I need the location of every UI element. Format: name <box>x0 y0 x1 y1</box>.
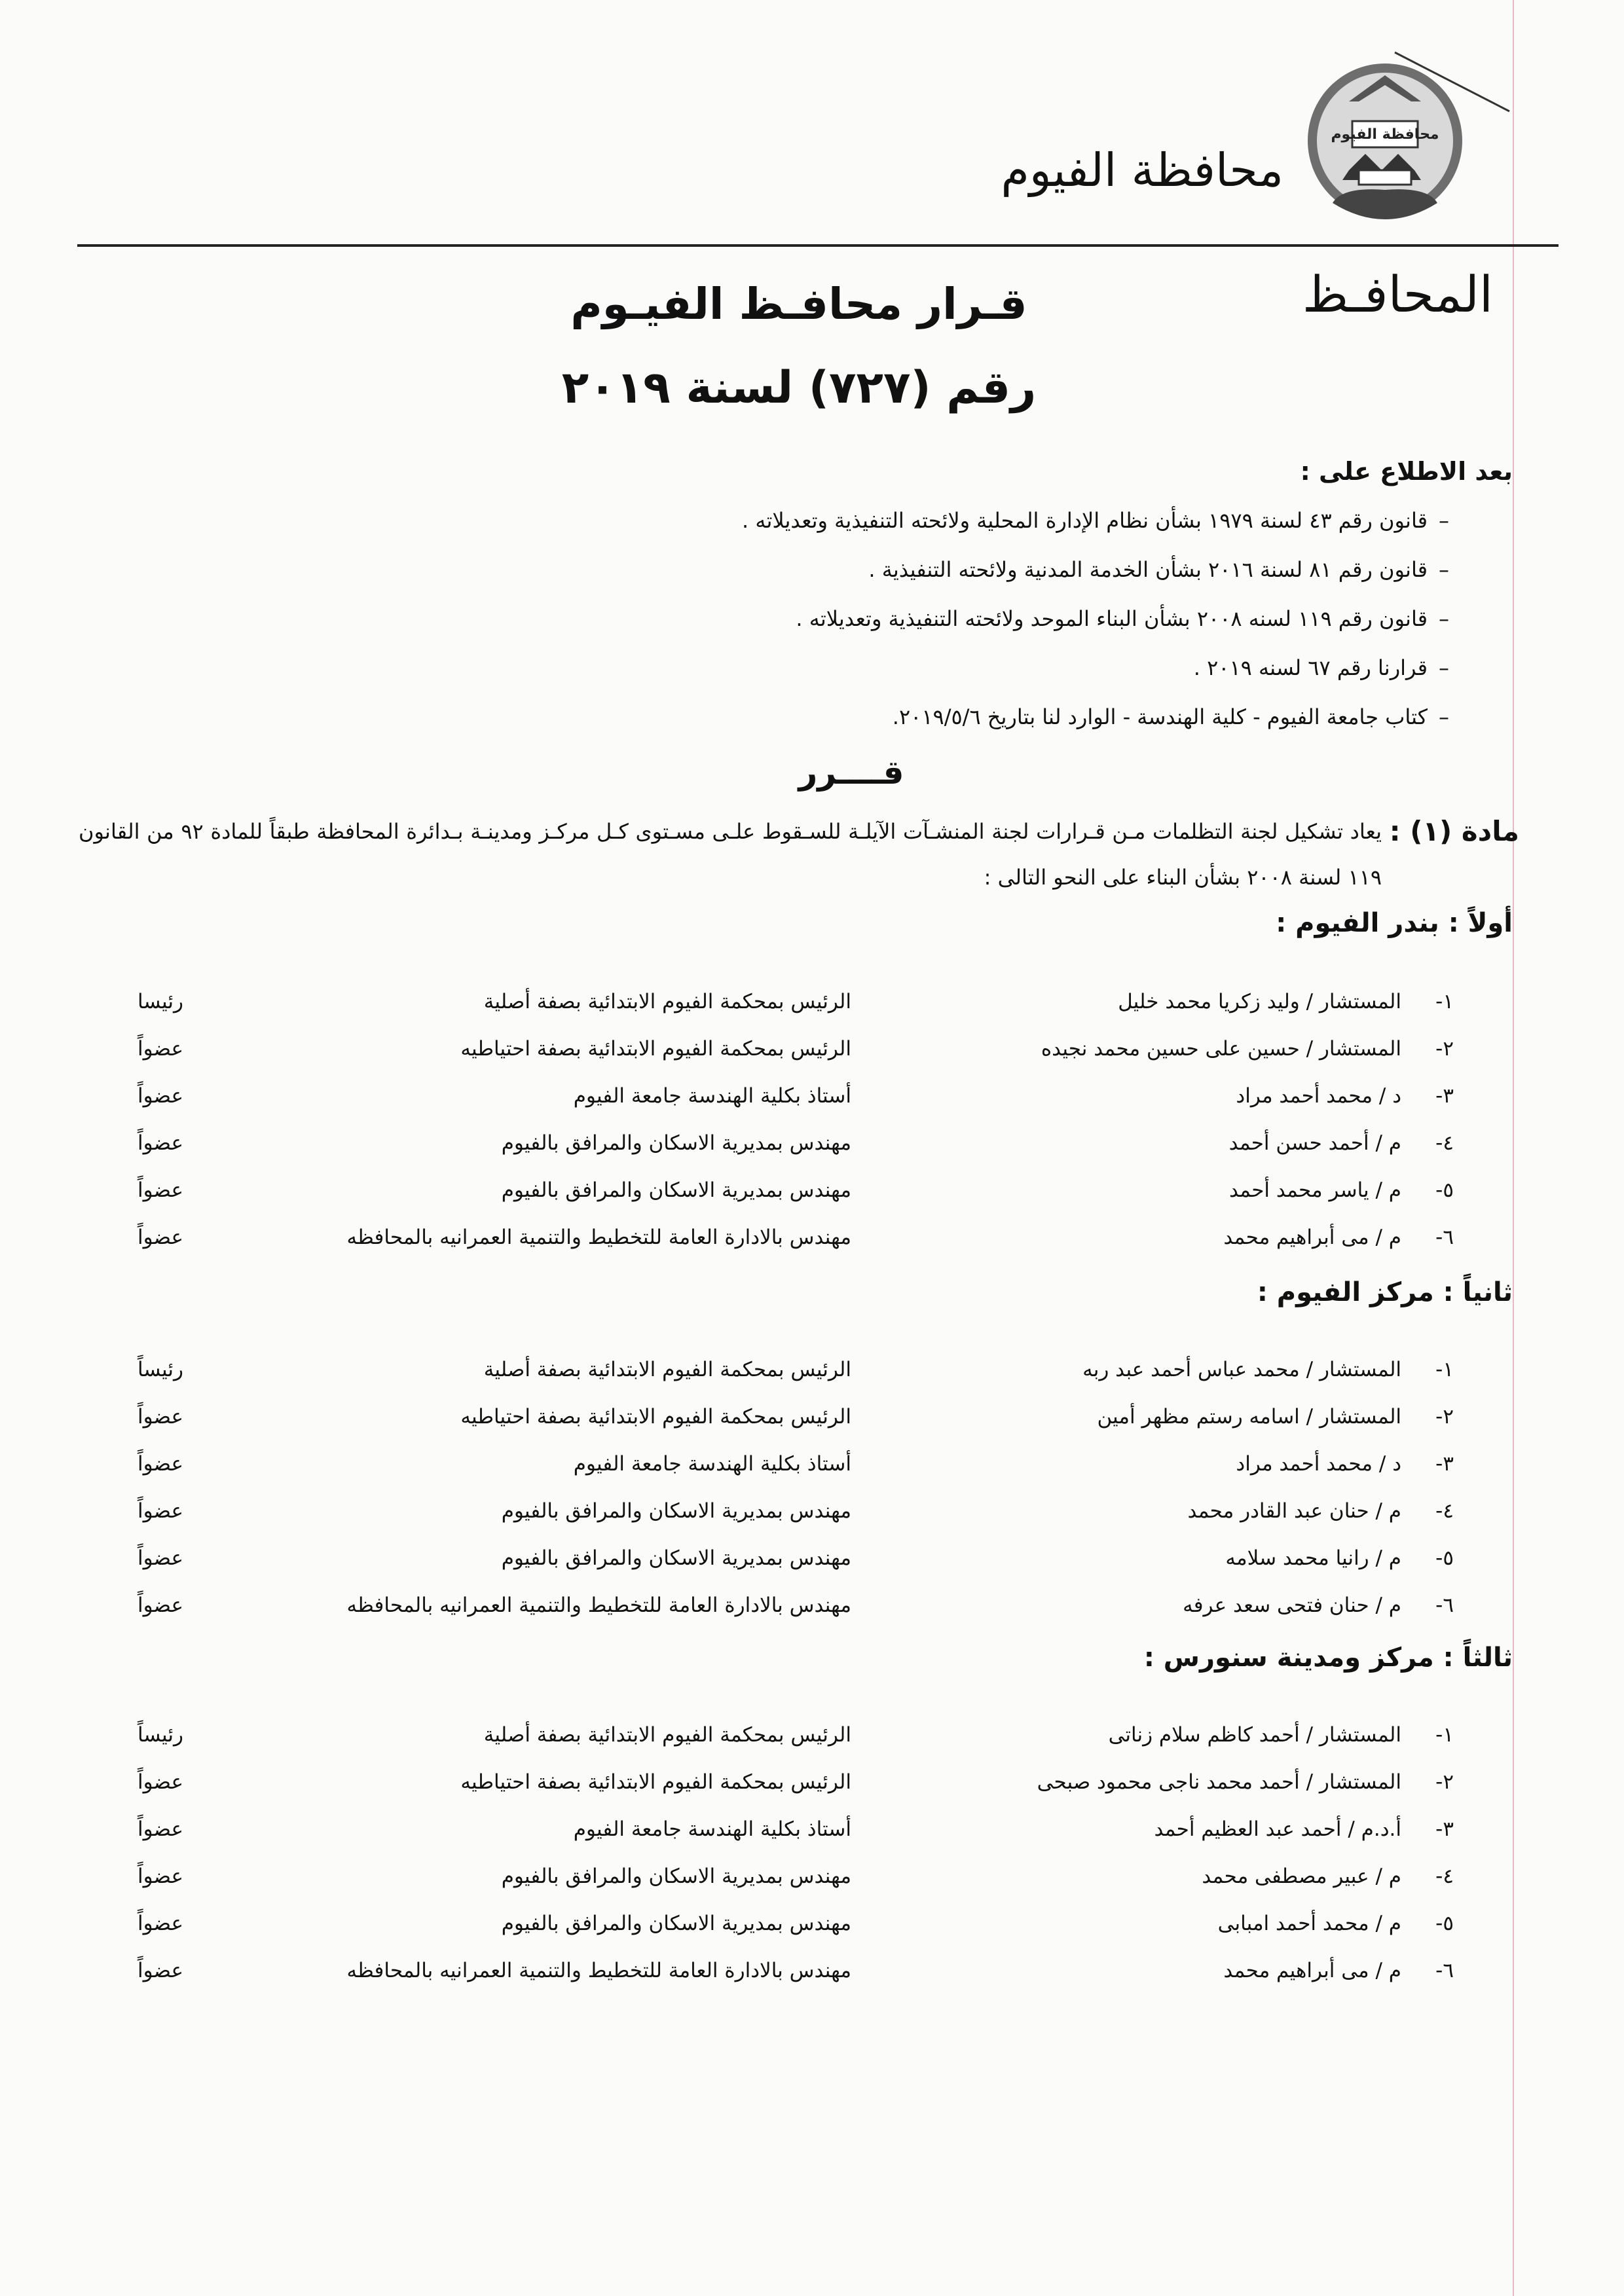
issuing-office: المحافـظ <box>1302 265 1493 323</box>
table-row: ٣- د / محمد أحمد مراد أستاذ بكلية الهندسة جامعة الفيوم عضواً <box>92 1076 1454 1123</box>
member-role: عضواً <box>137 1226 183 1249</box>
header-rule <box>77 244 1559 247</box>
members-table <box>92 982 1454 1265</box>
member-role: عضواً <box>137 1594 183 1617</box>
member-position: مهندس بمديرية الاسكان والمرافق بالفيوم <box>501 1912 851 1935</box>
section-heading: أولاً : بندر الفيوم : <box>1276 908 1513 938</box>
member-name: م / رانيا محمد سلامه <box>1225 1546 1401 1570</box>
member-position: مهندس بمديرية الاسكان والمرافق بالفيوم <box>501 1499 851 1523</box>
table-row: ٣- أ.د.م / أحمد عبد العظيم أحمد أستاذ بكلية الهندسة جامعة الفيوم عضواً <box>92 1810 1454 1857</box>
member-role: عضواً <box>137 1865 183 1888</box>
governorate-seal-logo <box>1297 39 1513 236</box>
member-role: عضواً <box>137 1546 183 1570</box>
member-position: مهندس بالادارة العامة للتخطيط والتنمية العمرانيه بالمحافظه <box>346 1594 851 1617</box>
member-name: المستشار / أحمد محمد ناجى محمود صبحى <box>1037 1770 1401 1794</box>
member-role: عضواً <box>137 1131 183 1155</box>
member-position: مهندس بمديرية الاسكان والمرافق بالفيوم <box>501 1865 851 1888</box>
table-row: ٢- المستشار / حسين على حسين محمد نجيده الرئيس بمحكمة الفيوم الابتدائية بصفة احتياطيه عضواً <box>92 1029 1454 1076</box>
member-role: عضواً <box>137 1452 183 1476</box>
svg-text:محافظة الفيوم: محافظة الفيوم <box>1331 126 1439 143</box>
member-name: م / ياسر محمد أحمد <box>1229 1178 1401 1202</box>
member-position: مهندس بمديرية الاسكان والمرافق بالفيوم <box>501 1178 851 1202</box>
member-name: المستشار / اسامه رستم مظهر أمين <box>1097 1405 1401 1429</box>
table-row: ١- المستشار / وليد زكريا محمد خليل الرئيس بمحكمة الفيوم الابتدائية بصفة أصلية رئيسا <box>92 982 1454 1029</box>
table-row: ٤- م / حنان عبد القادر محمد مهندس بمديرية الاسكان والمرافق بالفيوم عضواً <box>92 1491 1454 1539</box>
member-position: الرئيس بمحكمة الفيوم الابتدائية بصفة أصلية <box>483 990 851 1013</box>
list-item: –قانون رقم ٤٣ لسنة ١٩٧٩ بشأن نظام الإدارة المحلية ولائحته التنفيذية وتعديلاته . <box>741 508 1449 533</box>
decided-heading: قــــرر <box>798 754 904 792</box>
consideration-text: قانون رقم ٤٣ لسنة ١٩٧٩ بشأن نظام الإدارة المحلية ولائحته التنفيذية وتعديلاته . <box>741 508 1428 533</box>
consideration-text: قرارنا رقم ٦٧ لسنه ٢٠١٩ . <box>1193 655 1428 680</box>
member-name: م / أحمد حسن أحمد <box>1228 1131 1401 1155</box>
article-text: يعاد تشكيل لجنة التظلمات مـن قـرارات لجنة المنشـآت الآيلـة للسـقوط علـى مسـتوى كـل مركـز ومدينـة بـدائرة المحافظة طبقاً للمادة ٩٢ من القانون ١١٩ لسنة ٢٠٠٨ بشأن البناء على النحو التالى : <box>79 819 1382 890</box>
preamble-intro: بعد الاطلاع على : <box>1300 457 1513 486</box>
member-position: الرئيس بمحكمة الفيوم الابتدائية بصفة احتياطيه <box>460 1037 851 1061</box>
members-table <box>92 1350 1454 1633</box>
member-name: م / حنان عبد القادر محمد <box>1187 1499 1401 1523</box>
list-item: –كتاب جامعة الفيوم - كلية الهندسة - الوارد لنا بتاريخ ٢٠١٩/٥/٦. <box>892 704 1449 729</box>
page-edge-line <box>1513 0 1514 2296</box>
section-heading: ثانياً : مركز الفيوم : <box>1257 1277 1513 1307</box>
table-row: ٢- المستشار / اسامه رستم مظهر أمين الرئيس بمحكمة الفيوم الابتدائية بصفة احتياطيه عضواً <box>92 1397 1454 1444</box>
member-name: المستشار / محمد عباس أحمد عبد ربه <box>1082 1358 1401 1381</box>
member-name: د / محمد أحمد مراد <box>1236 1084 1401 1108</box>
consideration-text: قانون رقم ١١٩ لسنه ٢٠٠٨ بشأن البناء الموحد ولائحته التنفيذية وتعديلاته . <box>796 606 1428 631</box>
table-row: ٤- م / عبير مصطفى محمد مهندس بمديرية الاسكان والمرافق بالفيوم عضواً <box>92 1857 1454 1904</box>
member-name: أ.د.م / أحمد عبد العظيم أحمد <box>1154 1817 1401 1841</box>
member-position: مهندس بمديرية الاسكان والمرافق بالفيوم <box>501 1546 851 1570</box>
member-position: الرئيس بمحكمة الفيوم الابتدائية بصفة أصلية <box>483 1723 851 1747</box>
member-role: عضواً <box>137 1499 183 1523</box>
member-role: رئيساً <box>137 1723 183 1747</box>
considerations-list <box>524 501 1460 746</box>
member-name: م / مى أبراهيم محمد <box>1223 1959 1401 1982</box>
consideration-text: كتاب جامعة الفيوم - كلية الهندسة - الوارد لنا بتاريخ ٢٠١٩/٥/٦. <box>892 704 1428 729</box>
member-position: الرئيس بمحكمة الفيوم الابتدائية بصفة أصلية <box>483 1358 851 1381</box>
list-item: –قرارنا رقم ٦٧ لسنه ٢٠١٩ . <box>1193 655 1449 680</box>
member-name: المستشار / حسين على حسين محمد نجيده <box>1041 1037 1401 1061</box>
member-position: الرئيس بمحكمة الفيوم الابتدائية بصفة احتياطيه <box>460 1770 851 1794</box>
member-position: الرئيس بمحكمة الفيوم الابتدائية بصفة احتياطيه <box>460 1405 851 1429</box>
member-role: عضواً <box>137 1405 183 1429</box>
members-table <box>92 1715 1454 1998</box>
member-role: عضواً <box>137 1178 183 1202</box>
member-name: د / محمد أحمد مراد <box>1236 1452 1401 1476</box>
decision-number: رقم (٧٢٧) لسنة ٢٠١٩ <box>561 362 1037 414</box>
member-role: عضواً <box>137 1084 183 1108</box>
member-role: عضواً <box>137 1770 183 1794</box>
member-name: المستشار / أحمد كاظم سلام زناتى <box>1108 1723 1401 1747</box>
member-position: أستاذ بكلية الهندسة جامعة الفيوم <box>573 1817 851 1841</box>
member-role: رئيسا <box>137 990 183 1013</box>
member-name: المستشار / وليد زكريا محمد خليل <box>1118 990 1401 1013</box>
member-role: عضواً <box>137 1037 183 1061</box>
table-row: ٦- م / مى أبراهيم محمد مهندس بالادارة العامة للتخطيط والتنمية العمرانيه بالمحافظه عضواً <box>92 1951 1454 1998</box>
list-item: –قانون رقم ٨١ لسنة ٢٠١٦ بشأن الخدمة المدنية ولائحته التنفيذية . <box>868 557 1449 582</box>
consideration-text: قانون رقم ٨١ لسنة ٢٠١٦ بشأن الخدمة المدنية ولائحته التنفيذية . <box>868 557 1428 582</box>
table-row: ٢- المستشار / أحمد محمد ناجى محمود صبحى الرئيس بمحكمة الفيوم الابتدائية بصفة احتياطيه عضواً <box>92 1762 1454 1810</box>
member-position: مهندس بالادارة العامة للتخطيط والتنمية العمرانيه بالمحافظه <box>346 1226 851 1249</box>
decision-title: قـرار محافـظ الفيـوم <box>570 279 1027 329</box>
member-position: أستاذ بكلية الهندسة جامعة الفيوم <box>573 1084 851 1108</box>
table-row: ٦- م / مى أبراهيم محمد مهندس بالادارة العامة للتخطيط والتنمية العمرانيه بالمحافظه عضواً <box>92 1218 1454 1265</box>
member-name: م / مى أبراهيم محمد <box>1223 1226 1401 1249</box>
table-row: ٦- م / حنان فتحى سعد عرفه مهندس بالادارة العامة للتخطيط والتنمية العمرانيه بالمحافظه عضواً <box>92 1586 1454 1633</box>
table-row: ٥- م / رانيا محمد سلامه مهندس بمديرية الاسكان والمرافق بالفيوم عضواً <box>92 1539 1454 1586</box>
member-role: عضواً <box>137 1912 183 1935</box>
section-heading: ثالثاً : مركز ومدينة سنورس : <box>1143 1643 1513 1673</box>
table-row: ١- المستشار / أحمد كاظم سلام زناتى الرئيس بمحكمة الفيوم الابتدائية بصفة أصلية رئيساً <box>92 1715 1454 1762</box>
table-row: ٤- م / أحمد حسن أحمد مهندس بمديرية الاسكان والمرافق بالفيوم عضواً <box>92 1123 1454 1171</box>
table-row: ٥- م / ياسر محمد أحمد مهندس بمديرية الاسكان والمرافق بالفيوم عضواً <box>92 1171 1454 1218</box>
member-position: مهندس بمديرية الاسكان والمرافق بالفيوم <box>501 1131 851 1155</box>
list-item: –قانون رقم ١١٩ لسنه ٢٠٠٨ بشأن البناء الموحد ولائحته التنفيذية وتعديلاته . <box>796 606 1449 631</box>
member-role: عضواً <box>137 1817 183 1841</box>
member-position: مهندس بالادارة العامة للتخطيط والتنمية العمرانيه بالمحافظه <box>346 1959 851 1982</box>
member-name: م / محمد أحمد امبابى <box>1217 1912 1401 1935</box>
article-label: مادة (١) : <box>1389 815 1519 847</box>
member-name: م / عبير مصطفى محمد <box>1202 1865 1401 1888</box>
table-row: ٥- م / محمد أحمد امبابى مهندس بمديرية الاسكان والمرافق بالفيوم عضواً <box>92 1904 1454 1951</box>
member-role: عضواً <box>137 1959 183 1982</box>
member-name: م / حنان فتحى سعد عرفه <box>1183 1594 1401 1617</box>
member-role: رئيساً <box>137 1358 183 1381</box>
table-row: ٣- د / محمد أحمد مراد أستاذ بكلية الهندسة جامعة الفيوم عضواً <box>92 1444 1454 1491</box>
table-row: ١- المستشار / محمد عباس أحمد عبد ربه الرئيس بمحكمة الفيوم الابتدائية بصفة أصلية رئيساً <box>92 1350 1454 1397</box>
member-position: أستاذ بكلية الهندسة جامعة الفيوم <box>573 1452 851 1476</box>
governorate-name: محافظة الفيوم <box>1001 143 1283 197</box>
